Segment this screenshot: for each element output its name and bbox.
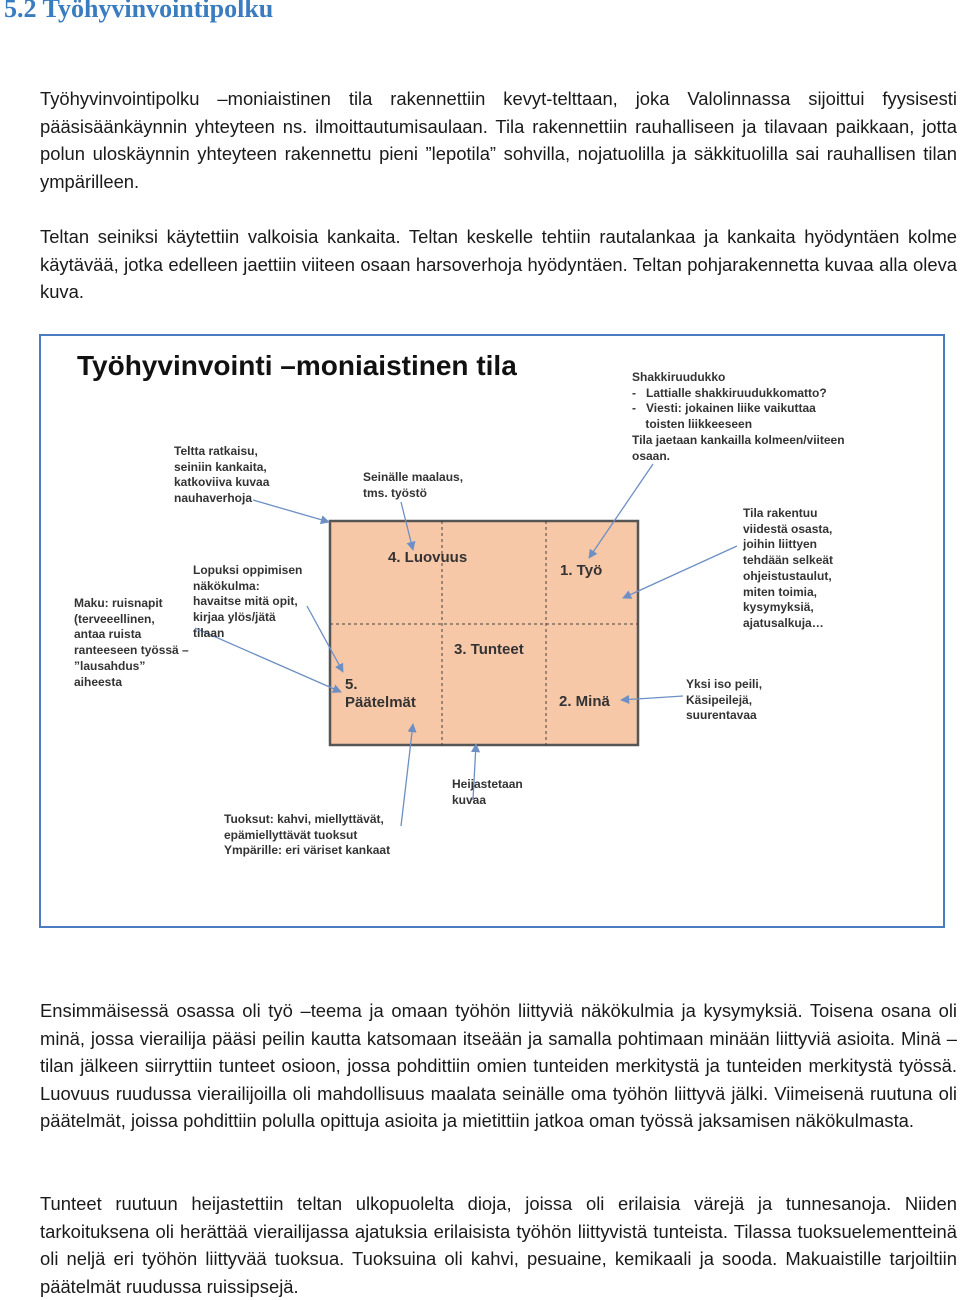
annotation-teltta [174, 444, 269, 507]
section-heading: 5.2 Työhyvinvointipolku [4, 0, 274, 23]
annotation-line: tms. työstö [363, 485, 428, 500]
annotation-line: miten toimia, [743, 584, 818, 599]
annotation-line: - Lattialle shakkiruudukkomatto? [632, 385, 827, 400]
annotation-line: ajatusalkuja… [743, 615, 824, 630]
zone-paatelmat [345, 676, 416, 712]
annotation-line: tehdään selkeät [743, 553, 834, 568]
annotation-line: aiheesta [74, 674, 123, 689]
annotation-line: Käsipeilejä, [686, 692, 753, 707]
zone-tunteet: 3. Tunteet [454, 641, 524, 658]
annotation-line: - Viesti: jokainen liike vaikuttaa [632, 401, 816, 416]
annotation-line: kirjaa ylös/jätä [193, 610, 276, 625]
arrow-tila [623, 546, 737, 598]
parts-paragraph: Ensimmäisessä osassa oli työ –teema ja omaan työhön liittyviä näkökulmia ja kysymyksiä. Toisena osana oli minä, jossa vierailija pääsi peilin kautta katsomaan itseään ja samalla pohtimaan minään liittyviä asioita. Minä –tilan jälkeen siirryttiin tunteet osioon, jossa pohdittiin omien tunteiden merkitystä ja tunteiden merkitystä työssä. Luovuus ruudussa vierailijoilla oli mahdollisuus maalata seinälle oma työhön liittyvä jälki. Viimeisenä ruutuna oli päätelmät, joissa pohdittiin polulla opittuja asioita ja mietittiin jatkoa oman työssä jaksamisen näkökulmasta. [40, 1000, 957, 1132]
annotation-line: Heijastetaan [452, 777, 523, 791]
annotation-line: ohjeistustaulut, [743, 568, 832, 583]
annotation-line: kysymyksiä, [743, 600, 814, 615]
annotation-line: Lopuksi oppimisen [193, 563, 303, 577]
annotation-line: katkoviiva kuvaa [174, 475, 270, 490]
emotions-paragraph: Tunteet ruutuun heijastettiin teltan ulkopuolelta dioja, joissa oli erilaisia värejä ja tunnesanoja. Niiden tarkoituksena oli herättää vierailijassa ajatuksia erilaisista työhön liittyvistä tunteista. Tilassa tuoksuelementteinä oli neljä eri työhön liittyvää tuoksua. Tuoksuina oli kahvi, pesuaine, kemikaali ja sooda. Makuaistille tarjoiltiin päätelmät ruudussa ruissipsejä. [40, 1193, 957, 1297]
annotation-peili [686, 677, 762, 724]
floor-plan-figure [39, 334, 945, 928]
annotation-line: Tuoksut: kahvi, miellyttävät, [224, 812, 384, 826]
annotation-line: näkökulma: [193, 578, 260, 593]
annotation-line: osaan. [632, 448, 671, 463]
annotation-line: Seinälle maalaus, [363, 470, 464, 484]
annotation-line: Tila rakentuu [743, 506, 818, 520]
annotation-line: antaa ruista [74, 627, 142, 642]
annotation-line: seiniin kankaita, [174, 459, 267, 474]
zone-paatelmat-number: 5. [345, 676, 358, 693]
annotation-tuoksut [224, 812, 390, 859]
zone-mina: 2. Minä [559, 693, 610, 710]
annotation-line: (terveeellinen, [74, 611, 155, 626]
annotation-lopuksi [193, 563, 302, 642]
annotation-line: Shakkiruudukko [632, 370, 726, 384]
annotation-line: viidestä osasta, [743, 521, 833, 536]
annotation-line: nauhaverhoja [174, 491, 253, 506]
figure-title: Työhyvinvointi –moniaistinen tila [77, 350, 517, 381]
annotation-line: epämiellyttävät tuoksut [224, 827, 358, 842]
annotation-tila [743, 506, 833, 632]
annotation-line: ”lausahdus” [74, 658, 146, 673]
zone-tyo: 1. Työ [560, 562, 603, 579]
annotation-heijastetaan [452, 777, 523, 808]
annotation-maku [74, 596, 189, 690]
annotation-line: havaitse mitä opit, [193, 594, 298, 609]
annotation-line: Ympärille: eri väriset kankaat [224, 843, 391, 858]
zone-luovuus: 4. Luovuus [388, 549, 468, 566]
annotation-line: Yksi iso peili, [686, 677, 763, 691]
annotation-line: kuvaa [452, 792, 487, 807]
annotation-line: ranteeseen työssä – [74, 643, 189, 658]
walls-paragraph: Teltan seiniksi käytettiin valkoisia kankaita. Teltan keskelle tehtiin rautalankaa ja kankaita hyödyntäen kolme käytävää, jotka edelleen jaettiin viiteen osaan harsoverhoja hyödyntäen. Teltan pohjarakennetta kuvaa alla oleva kuva. [40, 226, 957, 303]
intro-paragraph: Työhyvinvointipolku –moniaistinen tila rakennettiin kevyt-telttaan, joka Valolinnassa sijoittui fyysisesti pääsisäänkäynnin yhteyteen ns. ilmoittautumisaulaan. Tila rakennettiin rauhalliseen ja tilavaan paikkaan, jotta polun uloskäynnin yhteyteen rakennettu pieni ”lepotila” sohvilla, nojatuolilla ja säkkituolilla sai rauhallisen tilan ympärilleen. [40, 88, 957, 192]
annotation-line: Tila jaetaan kankailla kolmeen/viiteen [632, 432, 845, 447]
zone-paatelmat-label: Päätelmät [345, 694, 416, 711]
annotation-line: joihin liittyen [743, 537, 817, 552]
annotation-line: Maku: ruisnapit [74, 596, 163, 610]
annotation-seinalle [363, 470, 463, 501]
annotation-line: suurentavaa [686, 708, 757, 723]
annotation-line: toisten liikkeeseen [632, 417, 753, 432]
annotation-line: tilaan [193, 625, 225, 640]
annotation-shakkiruudukko [632, 370, 845, 464]
annotation-line: Teltta ratkaisu, [174, 444, 258, 458]
